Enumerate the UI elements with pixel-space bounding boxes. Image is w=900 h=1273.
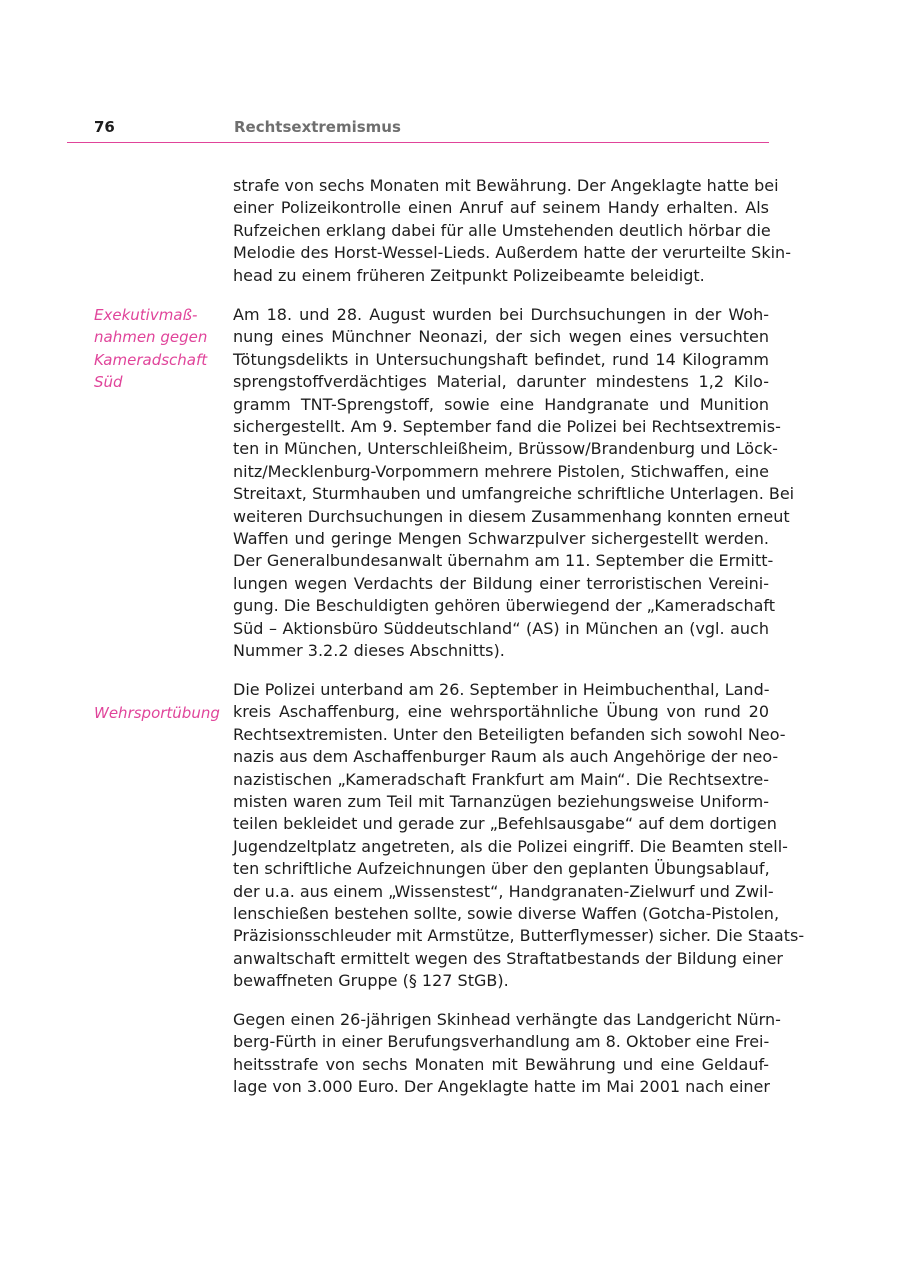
text-line: Süd – Aktionsbüro Süddeutschland“ (AS) in München an (vgl. auch bbox=[233, 618, 769, 638]
text-line: nitz/Mecklenburg-Vorpommern mehrere Pistolen, Stichwaffen, eine bbox=[233, 461, 769, 481]
text-line: kreis Aschaffenburg, eine wehrsportähnliche Übung von rund 20 bbox=[233, 702, 769, 722]
text-line: Melodie des Horst-Wessel-Lieds. Außerdem hatte der verurteilte Skin- bbox=[233, 243, 791, 263]
text-line: Jugendzeltplatz angetreten, als die Polizei eingriff. Die Beamten stell- bbox=[233, 836, 788, 856]
page-number: 76 bbox=[94, 118, 115, 136]
text-line: nazistischen „Kameradschaft Frankfurt am Main“. Die Rechtsextre- bbox=[233, 769, 769, 789]
text-line: Streitaxt, Sturmhauben und umfangreiche schriftliche Unterlagen. Bei bbox=[233, 484, 795, 504]
margin-note-line: Wehrsportübung bbox=[94, 704, 220, 722]
text-line: Am 18. und 28. August wurden bei Durchsuchungen in der Woh- bbox=[233, 305, 769, 324]
text-line: ten in München, Unterschleißheim, Brüssow/Brandenburg und Löck- bbox=[233, 439, 778, 459]
text-line: Waffen und geringe Mengen Schwarzpulver sichergestellt werden. bbox=[233, 529, 769, 549]
text-line: Rufzeichen erklang dabei für alle Umstehenden deutlich hörbar die bbox=[233, 220, 771, 240]
text-line: einer Polizeikontrolle einen Anruf auf seinem Handy erhalten. Als bbox=[233, 198, 769, 218]
text-line: Der Generalbundesanwalt übernahm am 11. September die Ermitt- bbox=[233, 551, 774, 571]
text-line: gramm TNT-Sprengstoff, sowie eine Handgranate und Munition bbox=[233, 394, 769, 414]
text-line: lage von 3.000 Euro. Der Angeklagte hatte im Mai 2001 nach einer bbox=[233, 1077, 770, 1097]
paragraph-2 bbox=[233, 304, 795, 663]
text-line: lungen wegen Verdachts der Bildung einer terroristischen Vereini- bbox=[233, 573, 769, 593]
margin-note-line: Exekutivmaß- bbox=[94, 306, 198, 324]
running-header bbox=[67, 116, 769, 143]
margin-note-line: nahmen gegen bbox=[94, 328, 208, 347]
text-line: bewaffneten Gruppe (§ 127 StGB). bbox=[233, 971, 509, 991]
text-line: ten schriftliche Aufzeichnungen über den geplanten Übungsablauf, bbox=[233, 859, 770, 879]
text-line: Nummer 3.2.2 dieses Abschnitts). bbox=[233, 641, 505, 661]
margin-note-line: Süd bbox=[94, 373, 123, 392]
text-line: Gegen einen 26-jährigen Skinhead verhängte das Landgericht Nürn- bbox=[233, 1010, 781, 1029]
paragraph-4 bbox=[233, 1009, 781, 1099]
text-line: nazis aus dem Aschaffenburger Raum als auch Angehörige der neo- bbox=[233, 747, 779, 767]
text-line: weiteren Durchsuchungen in diesem Zusammenhang konnten erneut bbox=[233, 506, 790, 526]
running-title: Rechtsextremismus bbox=[234, 118, 401, 136]
text-line: head zu einem früheren Zeitpunkt Polizeibeamte beleidigt. bbox=[233, 265, 705, 285]
text-line: sprengstoffverdächtiges Material, darunter mindestens 1,2 Kilo- bbox=[233, 372, 769, 392]
text-line: misten waren zum Teil mit Tarnanzügen beziehungsweise Uniform- bbox=[233, 792, 769, 812]
margin-note-wehrsportuebung bbox=[94, 702, 224, 724]
text-line: sichergestellt. Am 9. September fand die Polizei bei Rechtsextremis- bbox=[233, 417, 781, 437]
text-line: Rechtsextremisten. Unter den Beteiligten befanden sich sowohl Neo- bbox=[233, 724, 786, 744]
text-line: heitsstrafe von sechs Monaten mit Bewährung und eine Geldauf- bbox=[233, 1054, 769, 1074]
paragraph-3 bbox=[233, 679, 805, 993]
text-line: der u.a. aus einem „Wissenstest“, Handgranaten-Zielwurf und Zwil- bbox=[233, 881, 774, 901]
margin-note-exekutivmassnahmen bbox=[94, 304, 224, 394]
text-line: Tötungsdelikts in Untersuchungshaft befindet, rund 14 Kilogramm bbox=[233, 349, 769, 369]
text-line: lenschießen bestehen sollte, sowie diverse Waffen (Gotcha-Pistolen, bbox=[233, 904, 780, 924]
text-line: Die Polizei unterband am 26. September in Heimbuchenthal, Land- bbox=[233, 680, 770, 699]
paragraph-1 bbox=[233, 175, 791, 287]
text-line: strafe von sechs Monaten mit Bewährung. Der Angeklagte hatte bei bbox=[233, 176, 779, 195]
text-line: anwaltschaft ermittelt wegen des Straftatbestands der Bildung einer bbox=[233, 948, 783, 968]
text-line: Präzisionsschleuder mit Armstütze, Butterflymesser) sicher. Die Staats- bbox=[233, 926, 805, 946]
margin-note-line: Kameradschaft bbox=[94, 350, 208, 369]
text-line: nung eines Münchner Neonazi, der sich wegen eines versuchten bbox=[233, 327, 769, 347]
text-line: gung. Die Beschuldigten gehören überwiegend der „Kameradschaft bbox=[233, 596, 776, 616]
text-line: berg-Fürth in einer Berufungsverhandlung am 8. Oktober eine Frei- bbox=[233, 1032, 770, 1052]
text-line: teilen bekleidet und gerade zur „Befehlsausgabe“ auf dem dortigen bbox=[233, 814, 777, 834]
